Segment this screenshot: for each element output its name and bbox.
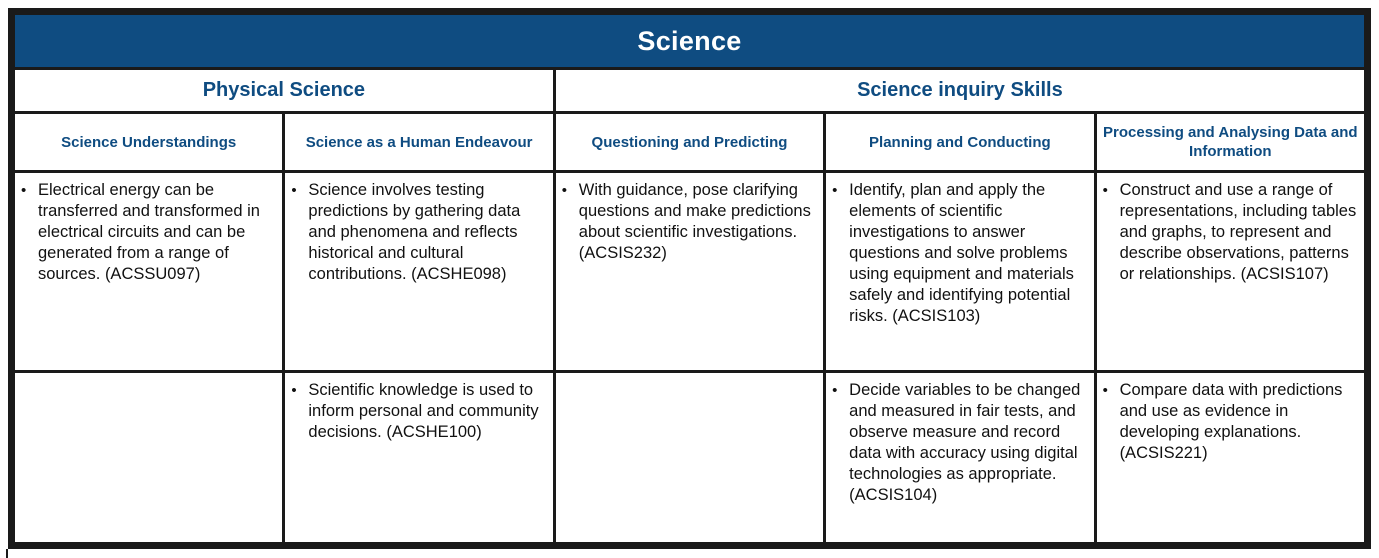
bullet-item (1103, 380, 1358, 464)
bullet-item (832, 180, 1087, 327)
bullet-text: Scientific knowledge is used to inform personal and community decisions. (ACSHE100) (308, 381, 539, 441)
bullet-text: Compare data with predictions and use as evidence in developing explanations. (ACSIS221) (1119, 381, 1343, 462)
bullet-icon: • (291, 182, 297, 199)
bullet-text: Science involves testing predictions by gathering data and phenomena and reflects historical and cultural contributions. (ACSHE098) (308, 181, 521, 283)
column-header-row (14, 113, 1366, 172)
bullet-icon: • (291, 382, 297, 399)
table-cell (14, 172, 284, 372)
table-cell (1095, 372, 1365, 544)
column-header-science-understandings: Science Understandings (14, 113, 284, 172)
bullet-text: Electrical energy can be transferred and transformed in electrical circuits and can be generated from a range of sources. (ACSSU097) (38, 181, 260, 283)
table-cell-empty (14, 372, 284, 544)
bullet-text: Decide variables to be changed and measured in fair tests, and observe measure and record data with accuracy using digital technologies as appropriate. (ACSIS104) (849, 381, 1081, 504)
title-row (14, 14, 1366, 69)
bullet-icon: • (832, 382, 838, 399)
bullet-item (291, 180, 546, 285)
section-row (14, 69, 1366, 113)
table-cell (284, 372, 554, 544)
curriculum-table-frame (8, 8, 1371, 549)
table-row (14, 172, 1366, 372)
section-header-physical-science: Physical Science (14, 69, 555, 113)
bullet-text: Identify, plan and apply the elements of scientific investigations to answer questions and solve problems using equipment and materials safely and identifying potential risks. (ACSIS103) (849, 181, 1074, 325)
table-cell (1095, 172, 1365, 372)
bullet-item (562, 180, 817, 264)
bullet-icon: • (21, 182, 27, 199)
column-header-planning-conducting: Planning and Conducting (825, 113, 1095, 172)
page-edge-mark (6, 549, 8, 558)
column-header-human-endeavour: Science as a Human Endeavour (284, 113, 554, 172)
bullet-icon: • (832, 182, 838, 199)
bullet-item (1103, 180, 1358, 285)
table-cell (825, 172, 1095, 372)
table-cell (554, 172, 824, 372)
bullet-text: With guidance, pose clarifying questions and make predictions about scientific investigations. (ACSIS232) (578, 181, 811, 262)
bullet-icon: • (1102, 382, 1108, 399)
section-header-inquiry-skills: Science inquiry Skills (554, 69, 1365, 113)
bullet-text: Construct and use a range of representations, including tables and graphs, to represent and describe observations, patterns or relationships. (ACSIS107) (1119, 181, 1357, 283)
column-header-processing-analysing: Processing and Analysing Data and Information (1095, 113, 1365, 172)
bullet-item (832, 380, 1087, 506)
table-row (14, 372, 1366, 544)
table-cell (284, 172, 554, 372)
bullet-icon: • (561, 182, 568, 199)
table-title: Science (14, 14, 1366, 69)
bullet-item (21, 180, 276, 285)
table-cell (825, 372, 1095, 544)
bullet-item (291, 380, 546, 443)
column-header-questioning-predicting: Questioning and Predicting (554, 113, 824, 172)
science-curriculum-table (12, 12, 1367, 545)
bullet-icon: • (1102, 182, 1108, 199)
table-cell-empty (554, 372, 824, 544)
